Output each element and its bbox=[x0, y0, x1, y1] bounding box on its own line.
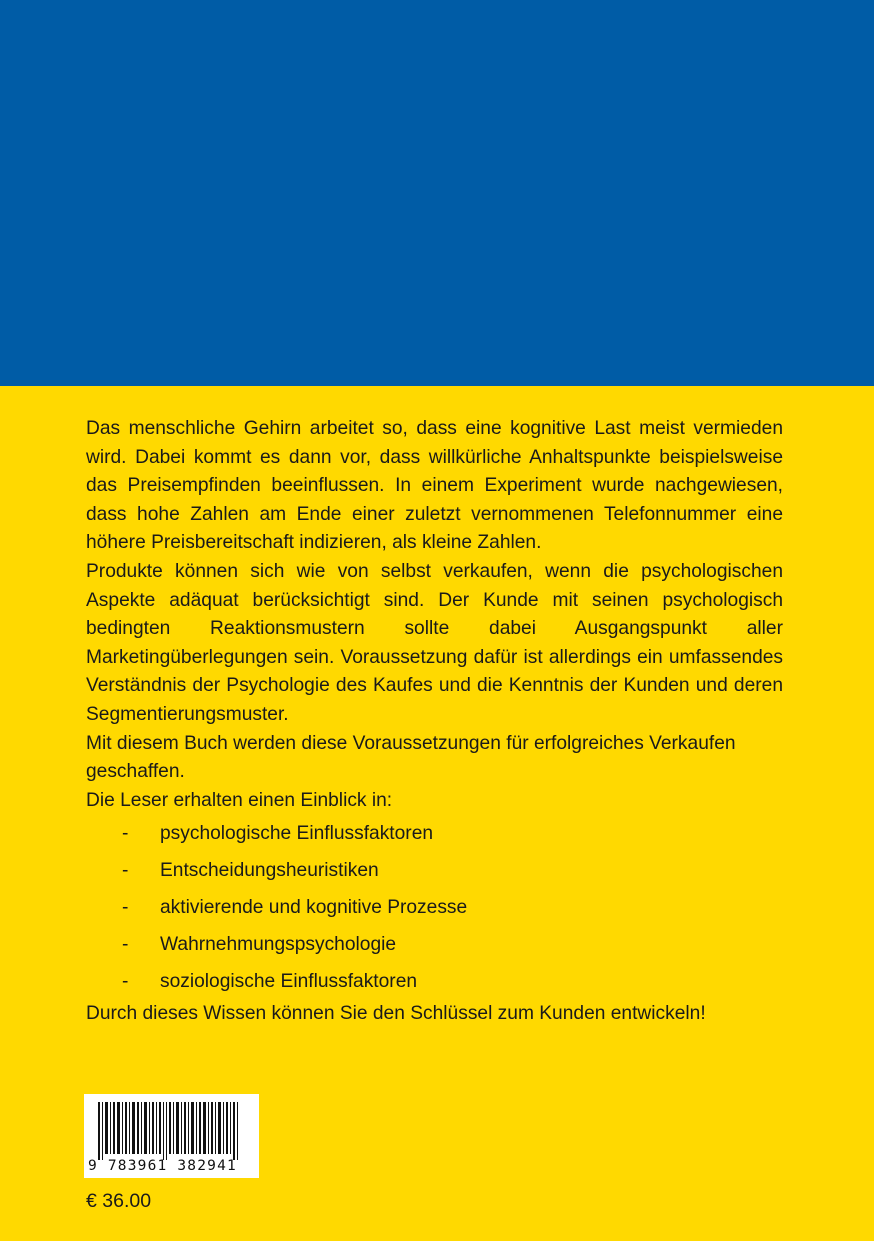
list-item-text: psychologische Einflussfaktoren bbox=[160, 823, 434, 845]
list-dash: - bbox=[122, 971, 129, 993]
blurb-paragraph-2: Produkte können sich wie von selbst verkaufen, wenn die psychologischen Aspekte adäquat berücksichtigt sind. Der Kunde mit seinen psychologisch bedingten Reaktionsmustern sollte dabei Ausgangspunkt aller Marketingüberlegungen sein. Voraussetzung dafür ist allerdings ein umfassendes Verständnis der Psychologie des Kaufes und die Kenntnis der Kunden und deren Segmentierungsmuster. bbox=[86, 560, 783, 725]
list-item bbox=[86, 852, 783, 889]
closing-sentence: Durch dieses Wissen können Sie den Schlüssel zum Kunden entwickeln! bbox=[86, 1003, 706, 1025]
list-dash: - bbox=[122, 860, 129, 882]
back-cover-blurb bbox=[86, 415, 783, 1029]
blurb-paragraph-1: Das menschliche Gehirn arbeitet so, dass eine kognitive Last meist vermieden wird. Dabei kommt es dann vor, dass willkürliche Anhaltspunkte beispielsweise das Preisempfinden beeinflussen. In einem Experiment wurde nachgewiesen, dass hohe Zahlen am Ende einer zuletzt vernommenen Telefonnummer eine höhere Preisbereitschaft indizieren, als kleine Zahlen. bbox=[86, 418, 783, 554]
isbn-barcode bbox=[84, 1094, 259, 1178]
list-item bbox=[86, 963, 783, 1000]
blurb-paragraph-3: Mit diesem Buch werden diese Voraussetzungen für erfolgreiches Verkaufen geschaffen. bbox=[86, 732, 736, 783]
list-item bbox=[86, 815, 783, 852]
list-dash: - bbox=[122, 823, 129, 845]
isbn-number: 9 783961 382941 bbox=[88, 1158, 237, 1174]
list-item bbox=[86, 889, 783, 926]
list-dash: - bbox=[122, 934, 129, 956]
list-item-text: Entscheidungsheuristiken bbox=[160, 860, 379, 882]
topic-list bbox=[86, 815, 783, 1000]
price-label: € 36.00 bbox=[86, 1190, 152, 1212]
list-dash: - bbox=[122, 897, 129, 919]
list-item bbox=[86, 926, 783, 963]
list-intro: Die Leser erhalten einen Einblick in: bbox=[86, 789, 393, 811]
list-item-text: aktivierende und kognitive Prozesse bbox=[160, 897, 468, 919]
cover-top-blue-band bbox=[0, 0, 874, 386]
list-item-text: soziologische Einflussfaktoren bbox=[160, 971, 418, 993]
list-item-text: Wahrnehmungspsychologie bbox=[160, 934, 397, 956]
